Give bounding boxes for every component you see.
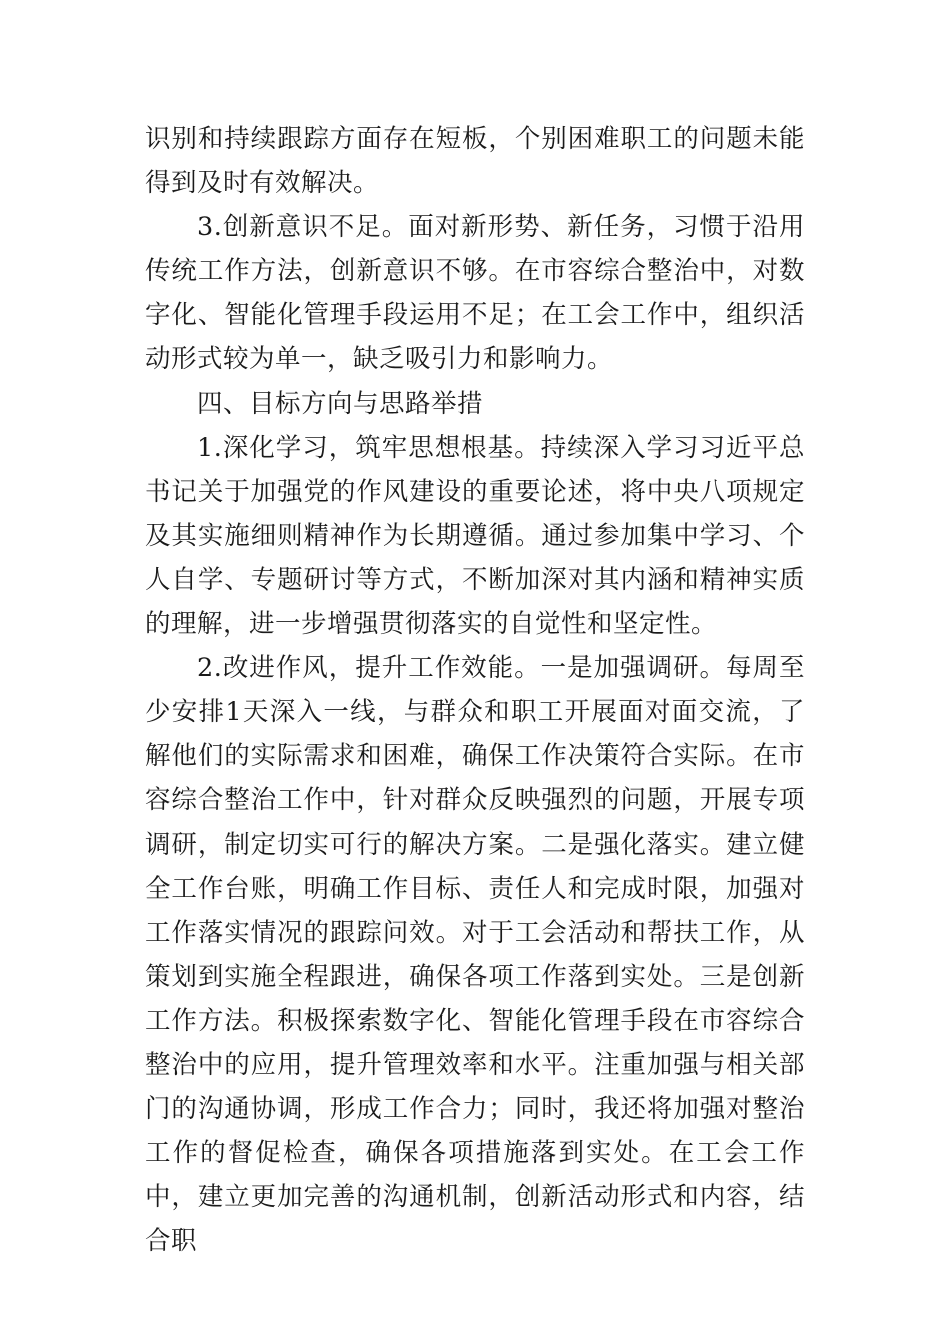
paragraph-deepen-study: 1.深化学习，筑牢思想根基。持续深入学习习近平总书记关于加强党的作风建设的重要论述，将中央八项规定及其实施细则精神作为长期遵循。通过参加集中学习、个人自学、专题研讨等方式，不断加深对其内涵和精神实质的理解，进一步增强贯彻落实的自觉性和坚定性。 [145,432,805,640]
document-body [145,117,805,1263]
paragraph-improve-style: 2.改进作风，提升工作效能。一是加强调研。每周至少安排1天深入一线，与群众和职工开展面对面交流，了解他们的实际需求和困难，确保工作决策符合实际。在市容综合整治工作中，针对群众反映强烈的问题，开展专项调研，制定切实可行的解决方案。二是强化落实。建立健全工作台账，明确工作目标、责任人和完成时限，加强对工作落实情况的跟踪问效。对于工会活动和帮扶工作，从策划到实施全程跟进，确保各项工作落到实处。三是创新工作方法。积极探索数字化、智能化管理手段在市容综合整治中的应用，提升管理效率和水平。注重加强与相关部门的沟通协调，形成工作合力；同时，我还将加强对整治工作的督促检查，确保各项措施落到实处。在工会工作中，建立更加完善的沟通机制，创新活动形式和内容，结合职 [145,653,805,1257]
paragraph-innovation-awareness: 3.创新意识不足。面对新形势、新任务，习惯于沿用传统工作方法，创新意识不够。在市容综合整治中，对数字化、智能化管理手段运用不足；在工会工作中，组织活动形式较为单一，缺乏吸引力和影响力。 [145,212,805,375]
paragraph-continuation: 识别和持续跟踪方面存在短板，个别困难职工的问题未能得到及时有效解决。 [145,124,805,199]
section-heading-goals: 四、目标方向与思路举措 [197,388,484,419]
